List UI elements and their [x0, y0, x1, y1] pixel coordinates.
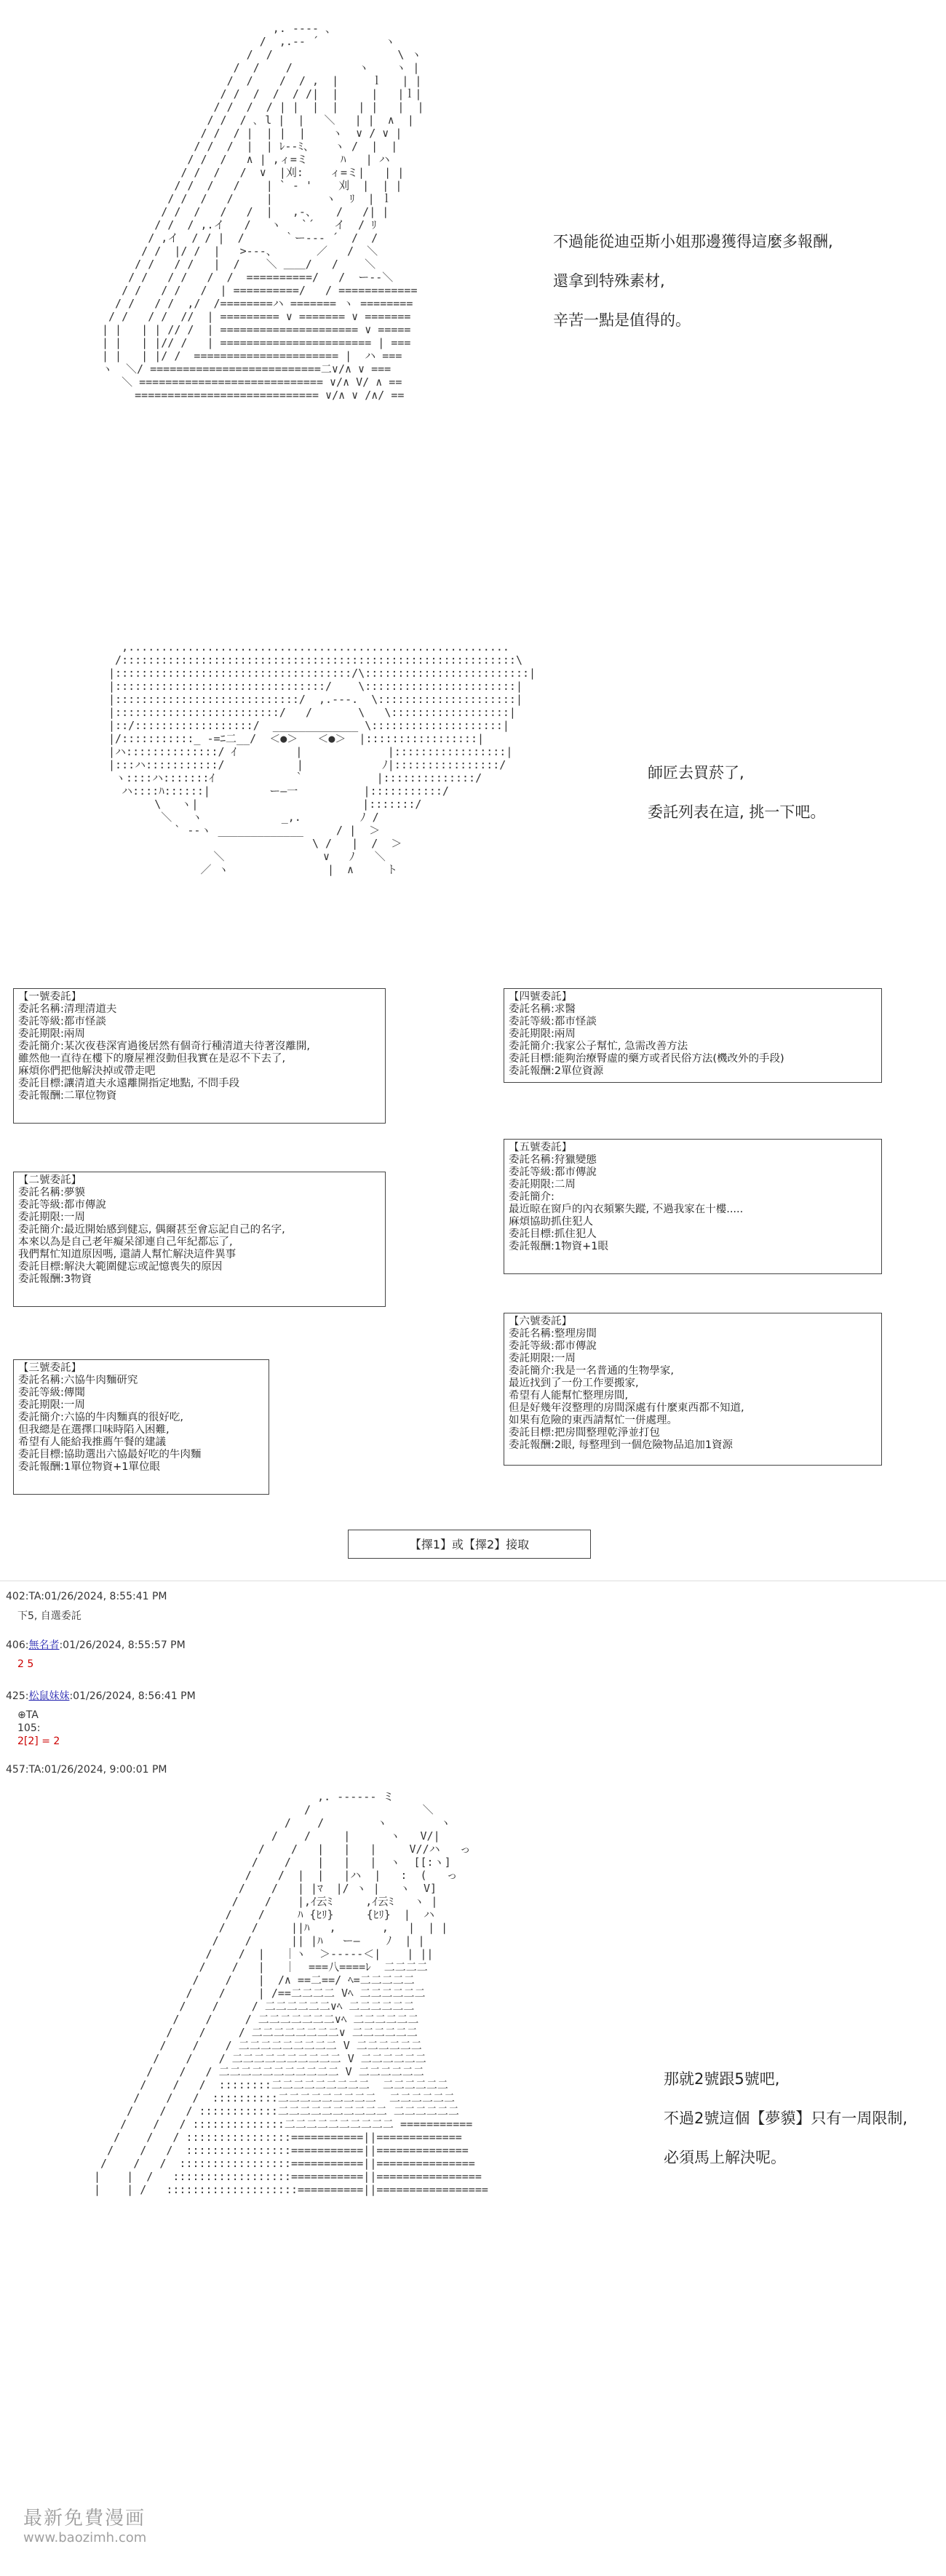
quest-2-line: 本來以為是自己老年癡呆卻連自己年紀都忘了, [18, 1236, 233, 1248]
quest-4-line: 委託簡介:我家公子幫忙, 急需改善方法 [509, 1041, 688, 1052]
post-number[interactable]: 425: [6, 1690, 29, 1702]
post-text: ⊕TA [17, 1709, 39, 1721]
quest-6-line: 委託名稱:整理房間 [509, 1328, 597, 1340]
quest-1-line: 委託名稱:清理清道夫 [18, 1003, 117, 1015]
quest-6-line: 委託簡介:我是一名普通的生物學家, [509, 1365, 674, 1377]
quest-1-line: 雖然他一直待在樓下的廢屋裡沒動但我實在是忍不下去了, [18, 1053, 286, 1065]
speech-line: 辛苦一點是值得的。 [553, 311, 691, 329]
quest-6-line: 但是好幾年沒整理的房間深處有什麼東西都不知道, [509, 1402, 744, 1414]
quest-6-line: 最近找到了一份工作要搬家, [509, 1378, 639, 1389]
post-header [6, 1637, 186, 1652]
post-date: :01/26/2024, 8:55:57 PM [59, 1639, 186, 1651]
post-date: :01/26/2024, 9:00:01 PM [41, 1764, 167, 1776]
post-body [17, 1709, 60, 1748]
quest-4-line: 委託名稱:求醫 [509, 1003, 576, 1015]
scene3-speech [664, 2059, 907, 2177]
post-date: :01/26/2024, 8:55:41 PM [41, 1591, 167, 1602]
post-number[interactable]: 402: [6, 1591, 29, 1602]
watermark [23, 2503, 242, 2569]
quest-1-line: 委託簡介:某次夜巷深宵過後居然有個奇行種清道夫待著沒離開, [18, 1041, 310, 1052]
quest-2-line: 委託期限:一周 [18, 1212, 85, 1223]
quest-1-line: 委託等級:都市怪談 [18, 1016, 106, 1027]
quest-4-line: 委託期限:兩周 [509, 1028, 576, 1040]
quest-3-line: 委託等級:傳聞 [18, 1387, 85, 1399]
quest-2-line: 委託名稱:夢貘 [18, 1187, 85, 1198]
quest-1-line: 委託目標:讓清道夫永遠離開指定地點, 不問手段 [18, 1078, 240, 1089]
quest-5-line: 【五號委託】 [509, 1142, 572, 1153]
quest-4-line: 委託等級:都市怪談 [509, 1016, 597, 1027]
quest-5-line: 麻煩協助抓住犯人 [509, 1216, 593, 1228]
post-body [17, 1658, 33, 1671]
speech-line: 不過2號這個【夢貘】只有一周限制, [664, 2110, 908, 2127]
post-number[interactable]: 457: [6, 1764, 29, 1776]
post-header [6, 1591, 167, 1602]
post-author-link[interactable]: 松鼠妹妹 [28, 1690, 70, 1702]
quest-6-line: 委託期限:一周 [509, 1353, 576, 1364]
quest-6-line: 希望有人能幫忙整理房間, [509, 1390, 629, 1402]
watermark-title: 最新免費漫画 [23, 2508, 146, 2529]
quest-3-line: 委託目標:協助選出六協最好吃的牛肉麵 [18, 1449, 202, 1460]
quest-5-line: 委託目標:抓住犯人 [509, 1228, 597, 1240]
quest-3-line: 委託名稱:六協牛肉麵研究 [18, 1375, 138, 1386]
quest-4-line: 委託報酬:2單位資源 [509, 1065, 604, 1077]
speech-line: 那就2號跟5號吧, [664, 2070, 780, 2088]
ascii-art-girl-2: ,. -‐-‐-- ミ / ＼ / / ヽ ヽ / / | ヽ V/| / / | | | V//ハ っ / / | | | ヽ [[:ヽ] / / | | |ハ | : ( っ / / | |ﾏ |/ ヽ | ヽ V] / / |,ｲ云ﾐ ,ｲ云ﾐ ヽ | / / ﾊ {ﾋﾘ} {ﾋﾘ} | ハ / / ||ﾊ , , | | | / / || |ﾊ ー― ﾉ | | / / | ｜ヽ ＞-----＜| | || / / | ｜ ===八====ﾚ 二二二二 / / | /∧ ==二==/ ﾍ=二二二二二 / / | /==二二二二 Vﾍ 二二二二二二 / / / 二二二二二二∨ﾍ 二二二二二二 / / / 二二二二二二二∨ﾍ 二二二二二二 / / / 二二二二二二二二∨ 二二二二二二 / / / 二二二二二二二二二 V 二二二二二二 / / / 二二二二二二二二二二 V 二二二二二二 / / / 二二二二二二二二二二二 V 二二二二二二 / / / ::::::::二二二二二二二二二 二二二二二二 / / / ::::::::::二二二二二二二二二 二二二二二二 / / / ::::::::::::二二二二二二二二二二 二二二二二二 / / / ::::::::::::::二二二二二二二二二二 =========== / / / ::::::::::::::::===========||============= / / / ::::::::::::::::===========||============== / / / :::::::::::::::::===========||=============== | | / ::::::::::::::::::===========||================ | | / ::::::::::::::::::::==========||================= [94, 1790, 488, 2196]
quest-2-line: 委託等級:都市傳說 [18, 1199, 106, 1211]
ascii-art-master: ,.......................................................... /::::::::::::::::::::::::::::::::::::::::::::::::::::::::::::\ |::::::::::::::::::::::::::::::::::::/\:::::::::::::::::::::::::| |::::::::::::::::::::::::::::::::/ \:::::::::::::::::::::::| |::::::::::::::::::::::::::::/ ,.-‐-. \:::::::::::::::::::::| |:::::::::::::::::::::::::/ / \ \::::::::::::::::::| |::/::::::::::::::::::/ _____________ \::::::::::::::::::::| |/:::::::::::_ -=ﾆ二__/ ＜●＞ ＜●＞ |:::::::::::::::::| |ハ::::::::::::::/ ｲ | |:::::::::::::::::| |:::ハ:::::::::::/ | ﾉ|::::::::::::::::/ ヽ::::ハ:::::::ｲ ｀ |::::::::::::::/ ハ::::ﾊ::::::| ー―一 |:::::::::::/ \ ヽ| |:::::::/ ＼ ヽ _,. ﾉ / ` ‐-ヽ _____________ / | ＞ \ / | / ＞ ＼ ∨ ﾉ ＼ ／ ヽ | ∧ ト [108, 640, 536, 876]
quest-6-line: 委託目標:把房間整理乾淨並打包 [509, 1427, 660, 1439]
scene1-speech [553, 222, 833, 340]
quest-5-line: 委託期限:二周 [509, 1179, 576, 1190]
speech-line: 必須馬上解決呢。 [664, 2149, 786, 2166]
quest-3-box [13, 1359, 269, 1495]
quest-1-line: 麻煩你們把他解決掉或帶走吧 [18, 1065, 156, 1077]
quest-2-box [13, 1172, 386, 1307]
quest-2-line: 委託目標:解決大範圍健忘或記憶喪失的原因 [18, 1261, 223, 1273]
quest-3-line: 但我總是在選擇口味時陷入困難, [18, 1424, 170, 1436]
quest-6-line: 如果有危險的東西請幫忙一併處理。 [509, 1415, 677, 1426]
quest-3-line: 希望有人能給我推薦午餐的建議 [18, 1436, 166, 1448]
quest-2-line: 我們幫忙知道原因嗎, 還請人幫忙解決這件異事 [18, 1249, 236, 1260]
quest-1-line: 委託期限:兩周 [18, 1028, 85, 1040]
quest-2-line: 【二號委託】 [18, 1174, 82, 1186]
quest-5-line: 委託簡介: [509, 1191, 555, 1203]
quest-4-line: 委託目標:能夠治療腎虛的藥方或者民俗方法(機改外的手段) [509, 1053, 784, 1065]
quest-4-line: 【四號委託】 [509, 991, 572, 1003]
post-header [6, 1688, 196, 1703]
speech-line: 師匠去買菸了, [648, 764, 744, 782]
post-text: 105: [17, 1722, 41, 1734]
quest-6-line: 【六號委託】 [509, 1316, 572, 1327]
post-text: 2 5 [17, 1658, 34, 1670]
quest-5-line: 委託等級:都市傳說 [509, 1166, 597, 1178]
quest-1-line: 【一號委託】 [18, 991, 82, 1003]
quest-3-line: 委託期限:一周 [18, 1399, 85, 1411]
post-body [17, 1610, 82, 1623]
quest-1-line: 委託報酬:二單位物資 [18, 1090, 117, 1102]
quest-6-line: 委託等級:都市傳說 [509, 1340, 597, 1352]
quest-2-line: 委託報酬:3物資 [18, 1273, 92, 1285]
quest-6-line: 委託報酬:2眼, 每整理到一個危險物品追加1資源 [509, 1439, 734, 1451]
post-date: :01/26/2024, 8:56:41 PM [69, 1690, 196, 1702]
quest-3-line: 委託報酬:1單位物資+1單位眼 [18, 1461, 160, 1473]
quest-6-box [504, 1313, 882, 1466]
speech-line: 還拿到特殊素材, [553, 272, 665, 290]
quest-1-box [13, 988, 386, 1124]
post-author-link[interactable]: 無名者 [28, 1639, 60, 1651]
post-author: TA [28, 1591, 41, 1602]
quest-3-line: 委託簡介:六協的牛肉麵真的很好吃, [18, 1412, 183, 1423]
quest-5-line: 最近晾在窗戶的內衣頻繁失蹤, 不過我家在十樓..... [509, 1204, 744, 1215]
quest-5-line: 委託報酬:1物資+1眼 [509, 1241, 608, 1252]
scene2-speech [648, 753, 825, 832]
quest-5-box [504, 1139, 882, 1274]
quest-4-box [504, 988, 882, 1083]
quest-3-line: 【三號委託】 [18, 1362, 82, 1374]
ascii-art-girl-1: ,. ---- 、 / ,.-‐ ´ ヽ / / \ ヽ / / / ヽ ヽ | / / / / , | ｌ | | / / / / / /| | | |ｌ| / / / / | | | | | | | | / / / ､ l | | ＼ | | ∧ | / / / | | | | ヽ ∨ / ∨ | / / / | | ﾚ‐-ﾐ、 ヽ / | | / / / ∧ | ,ィ=ミ ﾊ | ハ / / / / ∨ |刈: ィ=ミ| | | / / / / | ` ‐ ' 刈 | | | / / / / | ヽ ﾘ | ｌ / / / / / | ,-、 / /| | / / / ,.イ / ヽ `´ イ / ﾘ / ,イ / / | / ｀ー--‐ ´ / / / / |/ / | >---、 ／ / ＼ / / / / | / ＼ ＿＿/ / ＼ / / / / / / ==========/ / ー--＼ / / / / / | ==========/ / ============ / / / / ,/ /========ハ ======= ヽ ======== / / / / // | ========= ∨ ======= ∨ ======= | | | | // / | ===================== ∨ ===== | | | |// / | ======================= | === | | | |/ / ====================== | ハ === ヽ ＼/ ==========================二∨/∧ ∨ === ＼ ============================ ∨/∧ V/ ∧ == ============================ ∨/∧ ∨ /∧/ == [102, 22, 424, 402]
post-author: TA [28, 1764, 41, 1776]
post-header [6, 1764, 167, 1776]
speech-line: 不過能從迪亞斯小姐那邊獲得這麼多報酬, [553, 233, 833, 250]
dice-result: 2[2] = 2 [17, 1736, 60, 1747]
pick-instruction: 【擇1】或【擇2】接取 [348, 1530, 591, 1559]
watermark-url: www.baozimh.com [23, 2530, 147, 2545]
quest-2-line: 委託簡介:最近開始感到健忘, 偶爾甚至會忘記自己的名字, [18, 1224, 285, 1236]
quest-5-line: 委託名稱:狩獵變態 [509, 1154, 597, 1166]
post-text: 下5, 自選委託 [17, 1610, 82, 1622]
post-number[interactable]: 406: [6, 1639, 29, 1651]
speech-line: 委託列表在這, 挑一下吧。 [648, 803, 826, 821]
